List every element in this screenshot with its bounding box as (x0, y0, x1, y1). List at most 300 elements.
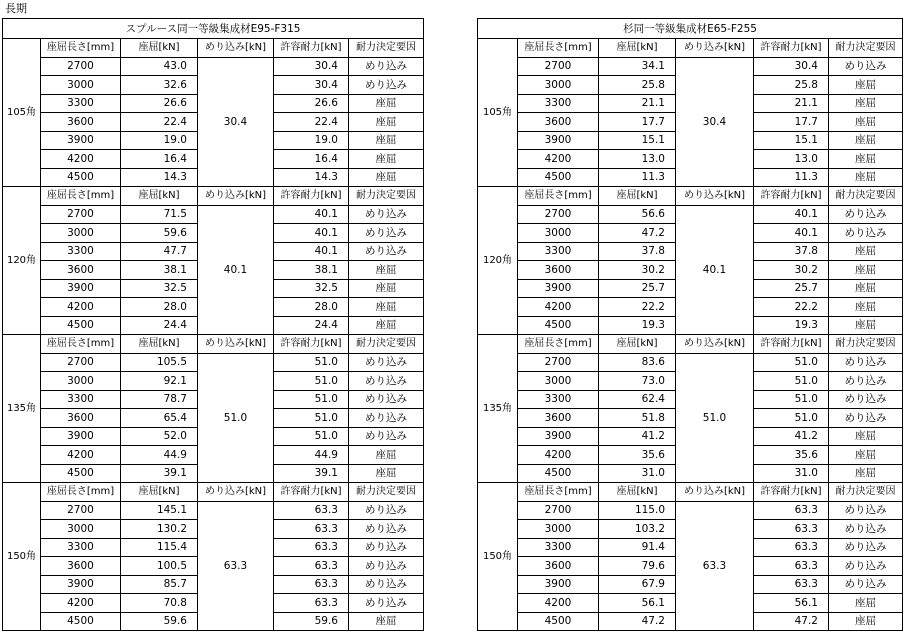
buckling-capacity-cell: 37.8 (599, 242, 676, 261)
column-header: 座屈[kN] (121, 39, 198, 58)
governing-factor-cell: めり込み (349, 242, 424, 261)
page-caption: 長期 (5, 2, 27, 15)
column-header: めり込み[kN] (198, 39, 274, 58)
governing-factor-cell: めり込み (349, 372, 424, 391)
column-header: 許容耐力[kN] (754, 39, 829, 58)
buckling-length-cell: 4200 (518, 298, 599, 317)
allowable-capacity-cell: 38.1 (274, 261, 349, 280)
governing-factor-cell: めり込み (829, 409, 903, 428)
allowable-capacity-cell: 63.3 (274, 594, 349, 613)
bearing-capacity-cell: 40.1 (676, 205, 754, 335)
governing-factor-cell: 座屈 (829, 113, 903, 132)
governing-factor-cell: 座屈 (829, 261, 903, 280)
governing-factor-cell: めり込み (829, 390, 903, 409)
governing-factor-cell: めり込み (349, 390, 424, 409)
buckling-length-cell: 3300 (41, 242, 121, 261)
column-header: 耐力決定要因 (829, 335, 903, 354)
buckling-capacity-cell: 26.6 (121, 94, 198, 113)
allowable-capacity-cell: 56.1 (754, 594, 829, 613)
buckling-capacity-cell: 65.4 (121, 409, 198, 428)
allowable-capacity-cell: 44.9 (274, 446, 349, 465)
bearing-capacity-cell: 30.4 (676, 57, 754, 187)
allowable-capacity-cell: 26.6 (274, 94, 349, 113)
governing-factor-cell: めり込み (829, 557, 903, 576)
bearing-capacity-cell: 30.4 (198, 57, 274, 187)
column-header-row (3, 39, 424, 58)
buckling-length-cell: 2700 (41, 57, 121, 76)
buckling-capacity-cell: 24.4 (121, 316, 198, 335)
allowable-capacity-cell: 30.2 (754, 261, 829, 280)
column-header-row (3, 483, 424, 502)
buckling-length-cell: 3900 (518, 575, 599, 594)
table-sugi (477, 18, 903, 631)
allowable-capacity-cell: 30.4 (274, 76, 349, 95)
column-header: 耐力決定要因 (349, 483, 424, 502)
buckling-length-cell: 2700 (41, 205, 121, 224)
allowable-capacity-cell: 51.0 (274, 427, 349, 446)
buckling-capacity-cell: 32.6 (121, 76, 198, 95)
size-group-label: 105角 (3, 39, 41, 187)
allowable-capacity-cell: 16.4 (274, 150, 349, 169)
governing-factor-cell: めり込み (349, 205, 424, 224)
column-header: 許容耐力[kN] (274, 187, 349, 206)
buckling-capacity-cell: 31.0 (599, 464, 676, 483)
buckling-length-cell: 4200 (41, 150, 121, 169)
column-header-row (478, 335, 903, 354)
governing-factor-cell: めり込み (349, 224, 424, 243)
buckling-capacity-cell: 92.1 (121, 372, 198, 391)
column-header: めり込み[kN] (676, 483, 754, 502)
allowable-capacity-cell: 47.2 (754, 612, 829, 631)
governing-factor-cell: 座屈 (349, 131, 424, 150)
buckling-length-cell: 2700 (518, 205, 599, 224)
governing-factor-cell: めり込み (349, 76, 424, 95)
buckling-length-cell: 4500 (41, 464, 121, 483)
column-header: 耐力決定要因 (829, 483, 903, 502)
buckling-length-cell: 3600 (41, 557, 121, 576)
column-header: 許容耐力[kN] (754, 483, 829, 502)
table-row (3, 501, 424, 520)
governing-factor-cell: めり込み (349, 538, 424, 557)
size-group-label: 120角 (478, 187, 518, 335)
buckling-capacity-cell: 83.6 (599, 353, 676, 372)
buckling-capacity-cell: 51.8 (599, 409, 676, 428)
buckling-length-cell: 4500 (518, 168, 599, 187)
buckling-length-cell: 4200 (518, 150, 599, 169)
buckling-length-cell: 2700 (518, 57, 599, 76)
governing-factor-cell: めり込み (829, 575, 903, 594)
buckling-length-cell: 3900 (518, 427, 599, 446)
table-row (478, 501, 903, 520)
buckling-capacity-cell: 62.4 (599, 390, 676, 409)
column-header: めり込み[kN] (198, 483, 274, 502)
column-header: 許容耐力[kN] (754, 187, 829, 206)
buckling-capacity-cell: 14.3 (121, 168, 198, 187)
allowable-capacity-cell: 40.1 (274, 224, 349, 243)
buckling-capacity-cell: 71.5 (121, 205, 198, 224)
buckling-length-cell: 4500 (41, 316, 121, 335)
buckling-capacity-cell: 52.0 (121, 427, 198, 446)
buckling-length-cell: 3900 (518, 131, 599, 150)
buckling-capacity-cell: 115.0 (599, 501, 676, 520)
buckling-capacity-cell: 59.6 (121, 612, 198, 631)
allowable-capacity-cell: 19.0 (274, 131, 349, 150)
column-header-row (478, 483, 903, 502)
buckling-capacity-cell: 11.3 (599, 168, 676, 187)
governing-factor-cell: 座屈 (349, 94, 424, 113)
allowable-capacity-cell: 40.1 (274, 205, 349, 224)
buckling-length-cell: 3000 (518, 224, 599, 243)
buckling-length-cell: 3000 (41, 76, 121, 95)
buckling-length-cell: 3900 (41, 575, 121, 594)
buckling-length-cell: 3600 (518, 261, 599, 280)
buckling-capacity-cell: 115.4 (121, 538, 198, 557)
governing-factor-cell: めり込み (829, 372, 903, 391)
bearing-capacity-cell: 51.0 (198, 353, 274, 483)
column-header: めり込み[kN] (198, 187, 274, 206)
allowable-capacity-cell: 63.3 (754, 575, 829, 594)
column-header: 耐力決定要因 (349, 187, 424, 206)
size-group-label: 150角 (3, 483, 41, 631)
allowable-capacity-cell: 51.0 (754, 390, 829, 409)
buckling-capacity-cell: 100.5 (121, 557, 198, 576)
buckling-length-cell: 4500 (518, 464, 599, 483)
buckling-capacity-cell: 15.1 (599, 131, 676, 150)
buckling-capacity-cell: 35.6 (599, 446, 676, 465)
governing-factor-cell: 座屈 (349, 113, 424, 132)
column-header-row (3, 335, 424, 354)
allowable-capacity-cell: 32.5 (274, 279, 349, 298)
column-header: 座屈長さ[mm] (41, 335, 121, 354)
buckling-capacity-cell: 13.0 (599, 150, 676, 169)
governing-factor-cell: 座屈 (829, 612, 903, 631)
buckling-length-cell: 3600 (41, 113, 121, 132)
column-header: 座屈[kN] (121, 187, 198, 206)
buckling-capacity-cell: 19.0 (121, 131, 198, 150)
column-header: 座屈長さ[mm] (41, 39, 121, 58)
governing-factor-cell: 座屈 (829, 464, 903, 483)
governing-factor-cell: めり込み (829, 57, 903, 76)
allowable-capacity-cell: 51.0 (274, 409, 349, 428)
allowable-capacity-cell: 11.3 (754, 168, 829, 187)
allowable-capacity-cell: 51.0 (754, 409, 829, 428)
buckling-capacity-cell: 16.4 (121, 150, 198, 169)
allowable-capacity-cell: 41.2 (754, 427, 829, 446)
buckling-length-cell: 4500 (41, 168, 121, 187)
size-group-label: 135角 (478, 335, 518, 483)
governing-factor-cell: めり込み (349, 557, 424, 576)
governing-factor-cell: 座屈 (829, 242, 903, 261)
table-title-row (3, 19, 424, 39)
allowable-capacity-cell: 51.0 (274, 353, 349, 372)
allowable-capacity-cell: 21.1 (754, 94, 829, 113)
bearing-capacity-cell: 40.1 (198, 205, 274, 335)
governing-factor-cell: 座屈 (829, 94, 903, 113)
buckling-capacity-cell: 67.9 (599, 575, 676, 594)
table-row (3, 205, 424, 224)
allowable-capacity-cell: 25.7 (754, 279, 829, 298)
buckling-capacity-cell: 56.1 (599, 594, 676, 613)
buckling-capacity-cell: 47.2 (599, 224, 676, 243)
buckling-capacity-cell: 56.6 (599, 205, 676, 224)
allowable-capacity-cell: 51.0 (754, 372, 829, 391)
column-header: 耐力決定要因 (829, 39, 903, 58)
buckling-capacity-cell: 78.7 (121, 390, 198, 409)
buckling-length-cell: 3000 (41, 224, 121, 243)
buckling-length-cell: 3000 (518, 520, 599, 539)
column-header: 座屈[kN] (599, 483, 676, 502)
governing-factor-cell: 座屈 (829, 446, 903, 465)
allowable-capacity-cell: 24.4 (274, 316, 349, 335)
allowable-capacity-cell: 63.3 (754, 557, 829, 576)
column-header: めり込み[kN] (198, 335, 274, 354)
column-header-row (478, 187, 903, 206)
buckling-capacity-cell: 41.2 (599, 427, 676, 446)
buckling-capacity-cell: 17.7 (599, 113, 676, 132)
size-group-label: 135角 (3, 335, 41, 483)
buckling-capacity-cell: 25.8 (599, 76, 676, 95)
buckling-length-cell: 3900 (41, 131, 121, 150)
allowable-capacity-cell: 51.0 (754, 353, 829, 372)
buckling-length-cell: 4500 (41, 612, 121, 631)
governing-factor-cell: めり込み (349, 594, 424, 613)
table-title: 杉同一等級集成材E65-F255 (478, 19, 903, 39)
buckling-length-cell: 3300 (41, 94, 121, 113)
buckling-length-cell: 3300 (41, 538, 121, 557)
governing-factor-cell: 座屈 (349, 150, 424, 169)
buckling-length-cell: 3600 (518, 409, 599, 428)
governing-factor-cell: 座屈 (829, 594, 903, 613)
governing-factor-cell: めり込み (349, 575, 424, 594)
allowable-capacity-cell: 25.8 (754, 76, 829, 95)
governing-factor-cell: めり込み (829, 501, 903, 520)
buckling-capacity-cell: 145.1 (121, 501, 198, 520)
column-header: めり込み[kN] (676, 39, 754, 58)
allowable-capacity-cell: 22.4 (274, 113, 349, 132)
column-header: 座屈長さ[mm] (518, 483, 599, 502)
allowable-capacity-cell: 19.3 (754, 316, 829, 335)
column-header: 座屈長さ[mm] (41, 483, 121, 502)
buckling-length-cell: 3900 (41, 279, 121, 298)
allowable-capacity-cell: 17.7 (754, 113, 829, 132)
buckling-capacity-cell: 59.6 (121, 224, 198, 243)
governing-factor-cell: 座屈 (829, 298, 903, 317)
buckling-capacity-cell: 103.2 (599, 520, 676, 539)
table-title: スプルース同一等級集成材E95-F315 (3, 19, 424, 39)
buckling-capacity-cell: 32.5 (121, 279, 198, 298)
column-header: 許容耐力[kN] (274, 39, 349, 58)
allowable-capacity-cell: 59.6 (274, 612, 349, 631)
governing-factor-cell: めり込み (829, 205, 903, 224)
buckling-capacity-cell: 25.7 (599, 279, 676, 298)
governing-factor-cell: 座屈 (829, 168, 903, 187)
allowable-capacity-cell: 51.0 (274, 390, 349, 409)
column-header: 座屈長さ[mm] (518, 335, 599, 354)
buckling-length-cell: 2700 (41, 353, 121, 372)
bearing-capacity-cell: 51.0 (676, 353, 754, 483)
allowable-capacity-cell: 63.3 (274, 520, 349, 539)
allowable-capacity-cell: 63.3 (754, 520, 829, 539)
buckling-capacity-cell: 19.3 (599, 316, 676, 335)
buckling-capacity-cell: 44.9 (121, 446, 198, 465)
column-header: 座屈[kN] (599, 187, 676, 206)
allowable-capacity-cell: 63.3 (274, 501, 349, 520)
governing-factor-cell: 座屈 (349, 279, 424, 298)
governing-factor-cell: めり込み (829, 353, 903, 372)
governing-factor-cell: 座屈 (349, 168, 424, 187)
column-header: 耐力決定要因 (829, 187, 903, 206)
buckling-capacity-cell: 47.2 (599, 612, 676, 631)
buckling-length-cell: 3300 (41, 390, 121, 409)
governing-factor-cell: 座屈 (829, 316, 903, 335)
buckling-length-cell: 3600 (41, 261, 121, 280)
governing-factor-cell: 座屈 (829, 279, 903, 298)
buckling-length-cell: 3900 (518, 279, 599, 298)
buckling-capacity-cell: 34.1 (599, 57, 676, 76)
buckling-length-cell: 3300 (518, 242, 599, 261)
buckling-capacity-cell: 21.1 (599, 94, 676, 113)
allowable-capacity-cell: 40.1 (754, 205, 829, 224)
governing-factor-cell: めり込み (349, 520, 424, 539)
governing-factor-cell: 座屈 (349, 612, 424, 631)
buckling-length-cell: 4200 (41, 594, 121, 613)
allowable-capacity-cell: 37.8 (754, 242, 829, 261)
buckling-length-cell: 2700 (518, 501, 599, 520)
allowable-capacity-cell: 31.0 (754, 464, 829, 483)
buckling-capacity-cell: 30.2 (599, 261, 676, 280)
buckling-length-cell: 3000 (41, 520, 121, 539)
allowable-capacity-cell: 63.3 (274, 575, 349, 594)
allowable-capacity-cell: 30.4 (274, 57, 349, 76)
allowable-capacity-cell: 28.0 (274, 298, 349, 317)
buckling-length-cell: 2700 (41, 501, 121, 520)
buckling-length-cell: 3900 (41, 427, 121, 446)
allowable-capacity-cell: 51.0 (274, 372, 349, 391)
governing-factor-cell: めり込み (829, 538, 903, 557)
buckling-length-cell: 4200 (41, 298, 121, 317)
governing-factor-cell: めり込み (349, 427, 424, 446)
buckling-length-cell: 3600 (518, 557, 599, 576)
buckling-length-cell: 4500 (518, 316, 599, 335)
buckling-capacity-cell: 130.2 (121, 520, 198, 539)
column-header: 座屈[kN] (121, 483, 198, 502)
governing-factor-cell: めり込み (349, 501, 424, 520)
governing-factor-cell: めり込み (349, 57, 424, 76)
allowable-capacity-cell: 15.1 (754, 131, 829, 150)
allowable-capacity-cell: 40.1 (274, 242, 349, 261)
column-header: 許容耐力[kN] (754, 335, 829, 354)
table-title-row (478, 19, 903, 39)
column-header: 座屈長さ[mm] (518, 187, 599, 206)
column-header: 座屈長さ[mm] (518, 39, 599, 58)
buckling-capacity-cell: 91.4 (599, 538, 676, 557)
column-header-row (3, 187, 424, 206)
allowable-capacity-cell: 39.1 (274, 464, 349, 483)
governing-factor-cell: 座屈 (829, 427, 903, 446)
buckling-capacity-cell: 38.1 (121, 261, 198, 280)
allowable-capacity-cell: 22.2 (754, 298, 829, 317)
governing-factor-cell: 座屈 (349, 446, 424, 465)
column-header: 座屈[kN] (121, 335, 198, 354)
governing-factor-cell: 座屈 (829, 150, 903, 169)
buckling-length-cell: 3300 (518, 390, 599, 409)
table-row (478, 57, 903, 76)
column-header: 許容耐力[kN] (274, 335, 349, 354)
buckling-length-cell: 3300 (518, 94, 599, 113)
buckling-capacity-cell: 43.0 (121, 57, 198, 76)
buckling-capacity-cell: 79.6 (599, 557, 676, 576)
allowable-capacity-cell: 40.1 (754, 224, 829, 243)
allowable-capacity-cell: 14.3 (274, 168, 349, 187)
buckling-length-cell: 2700 (518, 353, 599, 372)
allowable-capacity-cell: 63.3 (274, 557, 349, 576)
size-group-label: 120角 (3, 187, 41, 335)
buckling-length-cell: 3600 (518, 113, 599, 132)
column-header: 耐力決定要因 (349, 335, 424, 354)
governing-factor-cell: 座屈 (349, 261, 424, 280)
buckling-length-cell: 3600 (41, 409, 121, 428)
governing-factor-cell: 座屈 (349, 464, 424, 483)
table-row (478, 205, 903, 224)
governing-factor-cell: めり込み (349, 353, 424, 372)
column-header: 座屈[kN] (599, 39, 676, 58)
buckling-capacity-cell: 73.0 (599, 372, 676, 391)
column-header: めり込み[kN] (676, 187, 754, 206)
size-group-label: 150角 (478, 483, 518, 631)
governing-factor-cell: 座屈 (829, 131, 903, 150)
buckling-capacity-cell: 47.7 (121, 242, 198, 261)
governing-factor-cell: 座屈 (349, 316, 424, 335)
buckling-length-cell: 3300 (518, 538, 599, 557)
buckling-length-cell: 4200 (518, 594, 599, 613)
governing-factor-cell: めり込み (349, 409, 424, 428)
allowable-capacity-cell: 35.6 (754, 446, 829, 465)
table-row (478, 353, 903, 372)
buckling-length-cell: 3000 (518, 76, 599, 95)
governing-factor-cell: めり込み (829, 520, 903, 539)
buckling-capacity-cell: 85.7 (121, 575, 198, 594)
buckling-capacity-cell: 22.2 (599, 298, 676, 317)
buckling-length-cell: 4500 (518, 612, 599, 631)
buckling-capacity-cell: 22.4 (121, 113, 198, 132)
column-header: 座屈長さ[mm] (41, 187, 121, 206)
governing-factor-cell: 座屈 (829, 76, 903, 95)
buckling-capacity-cell: 70.8 (121, 594, 198, 613)
allowable-capacity-cell: 30.4 (754, 57, 829, 76)
allowable-capacity-cell: 13.0 (754, 150, 829, 169)
column-header-row (478, 39, 903, 58)
allowable-capacity-cell: 63.3 (754, 501, 829, 520)
table-spruce (2, 18, 424, 631)
column-header: めり込み[kN] (676, 335, 754, 354)
table-row (3, 353, 424, 372)
bearing-capacity-cell: 63.3 (198, 501, 274, 631)
governing-factor-cell: 座屈 (349, 298, 424, 317)
buckling-length-cell: 3000 (518, 372, 599, 391)
buckling-length-cell: 4200 (518, 446, 599, 465)
governing-factor-cell: めり込み (829, 224, 903, 243)
buckling-length-cell: 4200 (41, 446, 121, 465)
column-header: 許容耐力[kN] (274, 483, 349, 502)
buckling-capacity-cell: 105.5 (121, 353, 198, 372)
column-header: 耐力決定要因 (349, 39, 424, 58)
bearing-capacity-cell: 63.3 (676, 501, 754, 631)
buckling-capacity-cell: 28.0 (121, 298, 198, 317)
allowable-capacity-cell: 63.3 (274, 538, 349, 557)
allowable-capacity-cell: 63.3 (754, 538, 829, 557)
column-header: 座屈[kN] (599, 335, 676, 354)
table-row (3, 57, 424, 76)
